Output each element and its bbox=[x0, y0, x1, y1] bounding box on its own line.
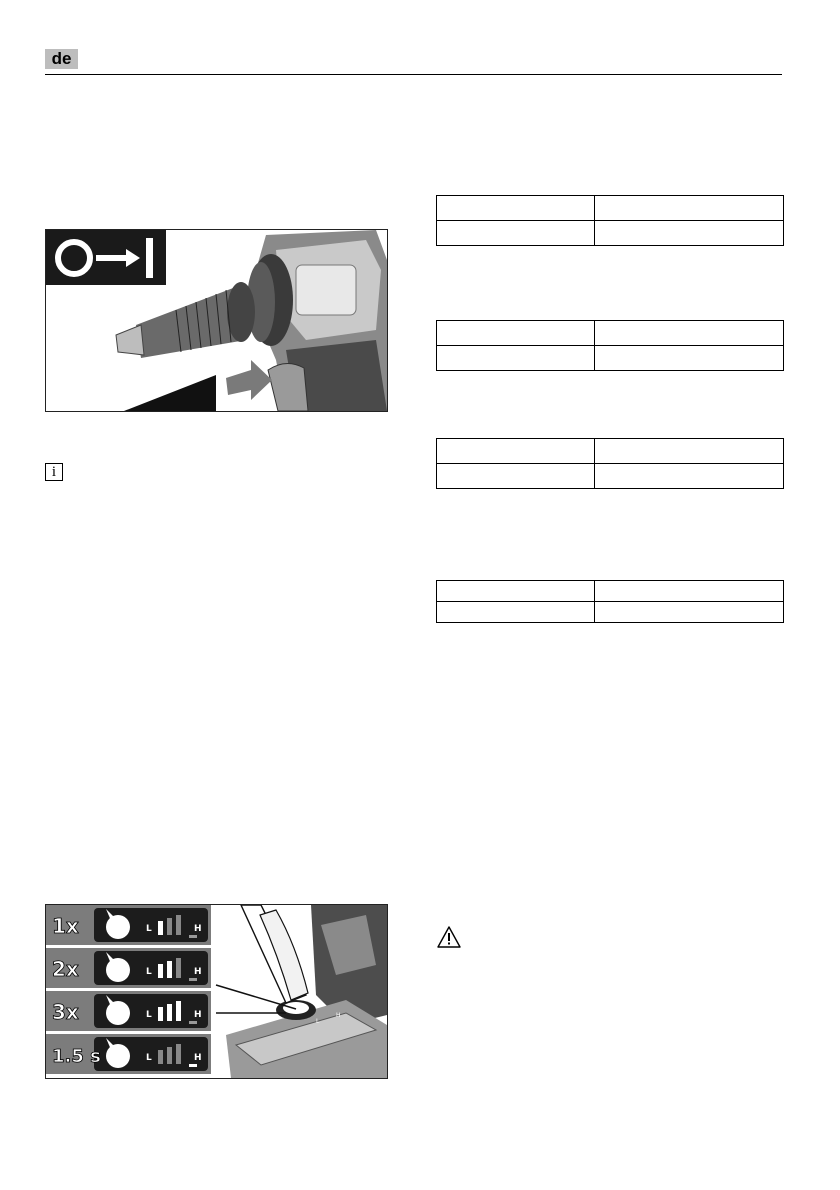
table-cell bbox=[595, 581, 784, 602]
mode-step-label: 1x bbox=[52, 914, 79, 938]
language-badge: de bbox=[45, 49, 78, 69]
mode-select-figure bbox=[45, 904, 388, 1079]
switch-on-figure bbox=[45, 229, 388, 412]
table-cell bbox=[595, 464, 784, 489]
mode-step-row bbox=[46, 1034, 211, 1074]
mode-select-illustration bbox=[46, 905, 387, 1078]
table-cell bbox=[595, 221, 784, 246]
table-cell bbox=[595, 346, 784, 371]
table-row bbox=[437, 321, 784, 346]
table-row bbox=[437, 346, 784, 371]
table-cell bbox=[595, 196, 784, 221]
table-row bbox=[437, 581, 784, 602]
off-to-on-icon bbox=[46, 230, 166, 285]
mode-step-label: 3x bbox=[52, 1000, 79, 1024]
table-cell bbox=[595, 602, 784, 623]
warning-icon bbox=[437, 926, 461, 948]
table-cell bbox=[437, 196, 595, 221]
table-cell bbox=[437, 346, 595, 371]
svg-text:L: L bbox=[146, 924, 152, 934]
table-cell bbox=[437, 221, 595, 246]
table-cell bbox=[437, 321, 595, 346]
table-cell bbox=[437, 464, 595, 489]
spec-table-3 bbox=[436, 438, 784, 489]
table-row bbox=[437, 602, 784, 623]
svg-text:L: L bbox=[146, 1010, 152, 1020]
svg-text:L: L bbox=[146, 967, 152, 977]
drill-switch-illustration bbox=[46, 230, 387, 411]
table-row bbox=[437, 196, 784, 221]
svg-text:L: L bbox=[316, 1018, 320, 1025]
spec-table-2 bbox=[436, 320, 784, 371]
table-cell bbox=[595, 321, 784, 346]
table-row bbox=[437, 464, 784, 489]
table-cell bbox=[437, 602, 595, 623]
mode-step-label: 1.5 s bbox=[52, 1046, 101, 1067]
spec-table-1 bbox=[436, 195, 784, 246]
table-cell bbox=[595, 439, 784, 464]
table-cell bbox=[437, 581, 595, 602]
table-cell bbox=[437, 439, 595, 464]
svg-text:H: H bbox=[194, 1010, 202, 1020]
mode-step-row bbox=[46, 991, 211, 1031]
svg-text:H: H bbox=[194, 967, 202, 977]
mode-step-row bbox=[46, 905, 211, 945]
mode-step-label: 2x bbox=[52, 957, 79, 981]
spec-table-4 bbox=[436, 580, 784, 623]
svg-text:H: H bbox=[194, 1053, 202, 1063]
mode-step-row bbox=[46, 948, 211, 988]
svg-text:H: H bbox=[194, 924, 202, 934]
table-row bbox=[437, 221, 784, 246]
svg-text:L: L bbox=[146, 1053, 152, 1063]
header-divider bbox=[45, 74, 782, 75]
info-icon: i bbox=[45, 463, 63, 481]
svg-text:H: H bbox=[336, 1012, 341, 1019]
table-row bbox=[437, 439, 784, 464]
